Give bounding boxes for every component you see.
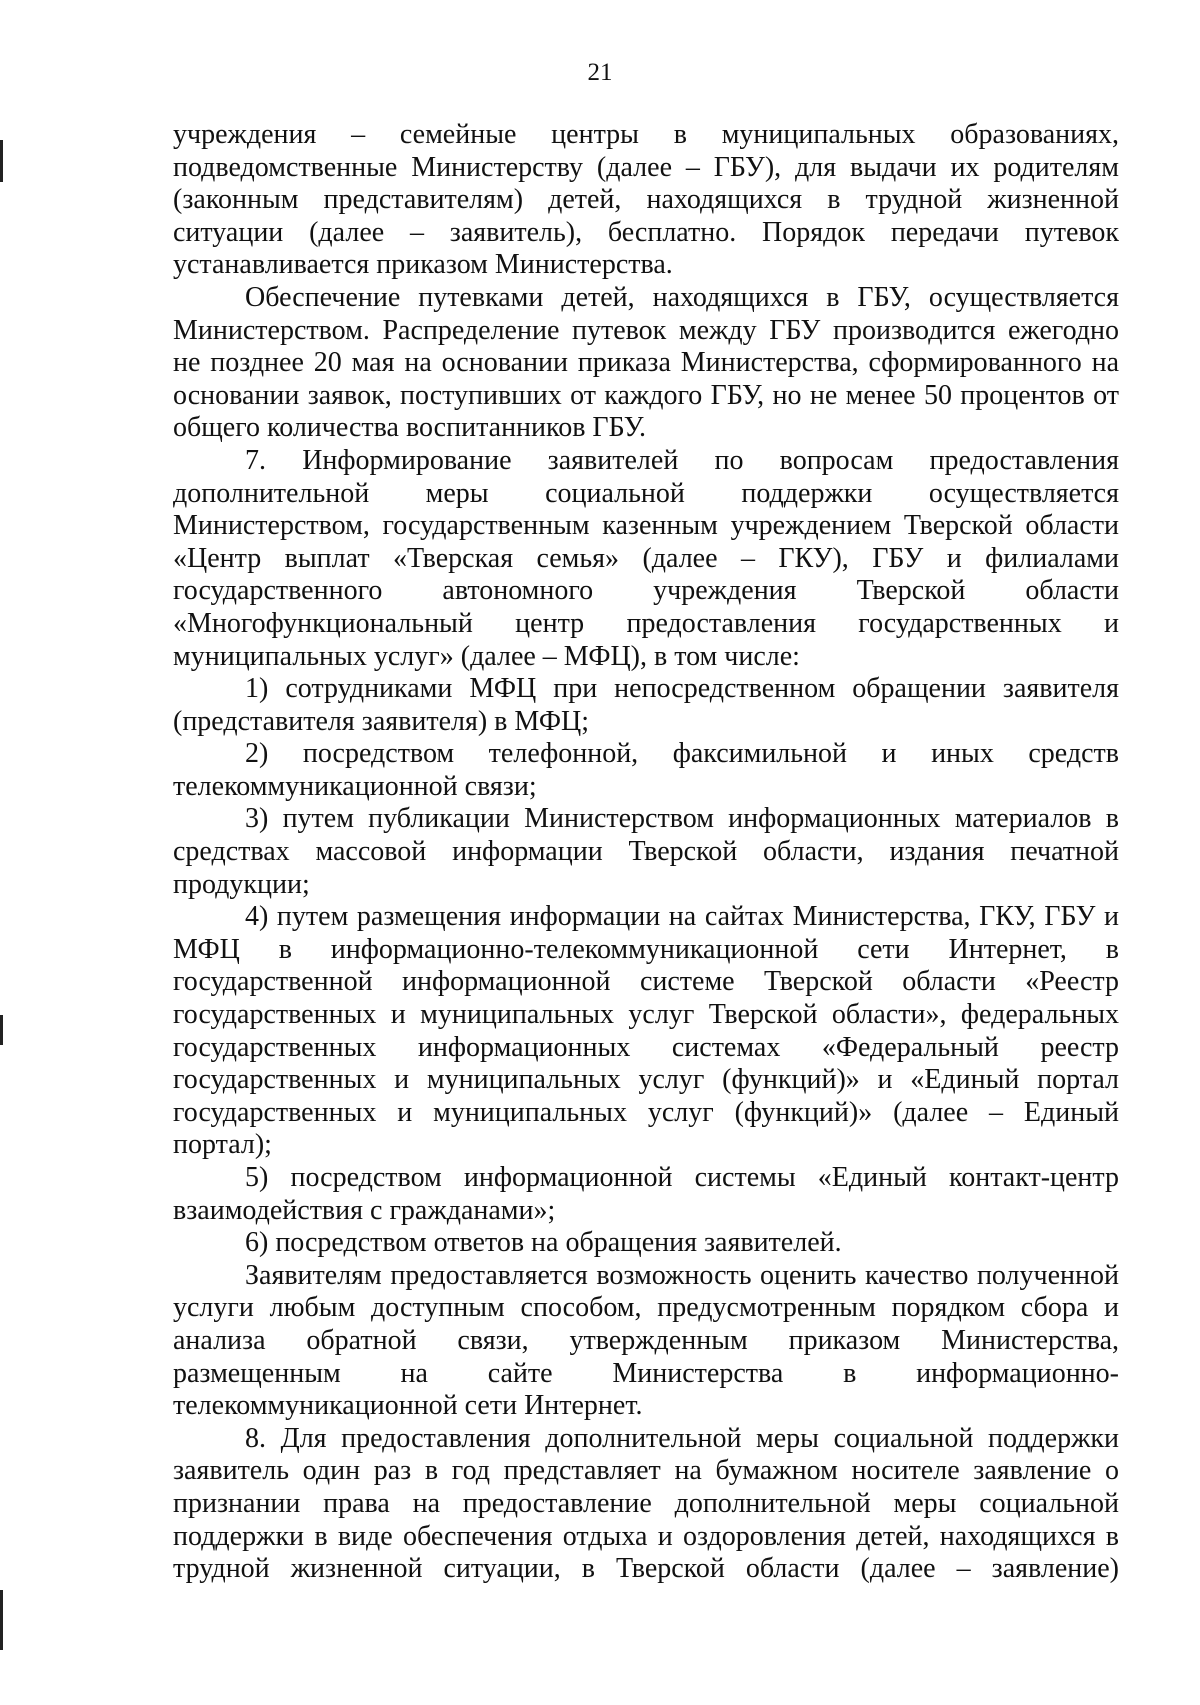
paragraph: 4) путем размещения информации на сайтах Министерства, ГКУ, ГБУ и МФЦ в информационно-телекоммуникационной сети Интернет, в государственной информационной системе Тверской области «Реестр государственных и муниципальных услуг Тверской области», федеральных государственных информационных системах «Федеральный реестр государственных и муниципальных услуг (функций)» и «Единый портал государственных и муниципальных услуг (функций)» (далее – Единый портал); — [173, 901, 1119, 1161]
paragraph: 7. Информирование заявителей по вопросам предоставления дополнительной меры социальной поддержки осуществляется Министерством, государственным казенным учреждением Тверской области «Центр выплат «Тверская семья» (далее – ГКУ), ГБУ и филиалами государственного автономного учреждения Тверской области «Многофункциональный центр предоставления государственных и муниципальных услуг» (далее – МФЦ), в том числе: — [173, 444, 1119, 672]
document-body — [173, 119, 1119, 1586]
paragraph: 5) посредством информационной системы «Единый контакт-центр взаимодействия с гражданами»; — [173, 1162, 1119, 1226]
paragraph: 8. Для предоставления дополнительной меры социальной поддержки заявитель один раз в год представляет на бумажном носителе заявление о признании права на предоставление дополнительной меры социальной поддержки в виде обеспечения отдыха и оздоровления детей, находящихся в трудной жизненной ситуации, в Тверской области (далее – заявление) — [173, 1422, 1119, 1585]
paragraph: Обеспечение путевками детей, находящихся в ГБУ, осуществляется Министерством. Распределение путевок между ГБУ производится ежегодно не позднее 20 мая на основании приказа Министерства, сформированного на основании заявок, поступивших от каждого ГБУ, но не менее 50 процентов от общего количества воспитанников ГБУ. — [173, 281, 1119, 444]
scan-edge-mark — [0, 140, 3, 182]
paragraph: 6) посредством ответов на обращения заявителей. — [245, 1227, 842, 1259]
paragraph: учреждения – семейные центры в муниципальных образованиях, подведомственные Министерству (далее – ГБУ), для выдачи их родителям (законным представителям) детей, находящихся в трудной жизненной ситуации (далее – заявитель), бесплатно. Порядок передачи путевок устанавливается приказом Министерства. — [173, 119, 1119, 281]
paragraph: 1) сотрудниками МФЦ при непосредственном обращении заявителя (представителя заявителя) в МФЦ; — [173, 673, 1119, 737]
scan-edge-mark — [0, 1015, 3, 1045]
scan-edge-mark — [0, 1590, 3, 1650]
paragraph: 2) посредством телефонной, факсимильной и иных средств телекоммуникационной связи; — [173, 738, 1119, 802]
page-number: 21 — [587, 59, 613, 86]
paragraph: Заявителям предоставляется возможность оценить качество полученной услуги любым доступным способом, предусмотренным порядком сбора и анализа обратной связи, утвержденным приказом Министерства, размещенным на сайте Министерства в информационно-телекоммуникационной сети Интернет. — [173, 1259, 1119, 1422]
paragraph: 3) путем публикации Министерством информационных материалов в средствах массовой информации Тверской области, издания печатной продукции; — [173, 803, 1119, 900]
